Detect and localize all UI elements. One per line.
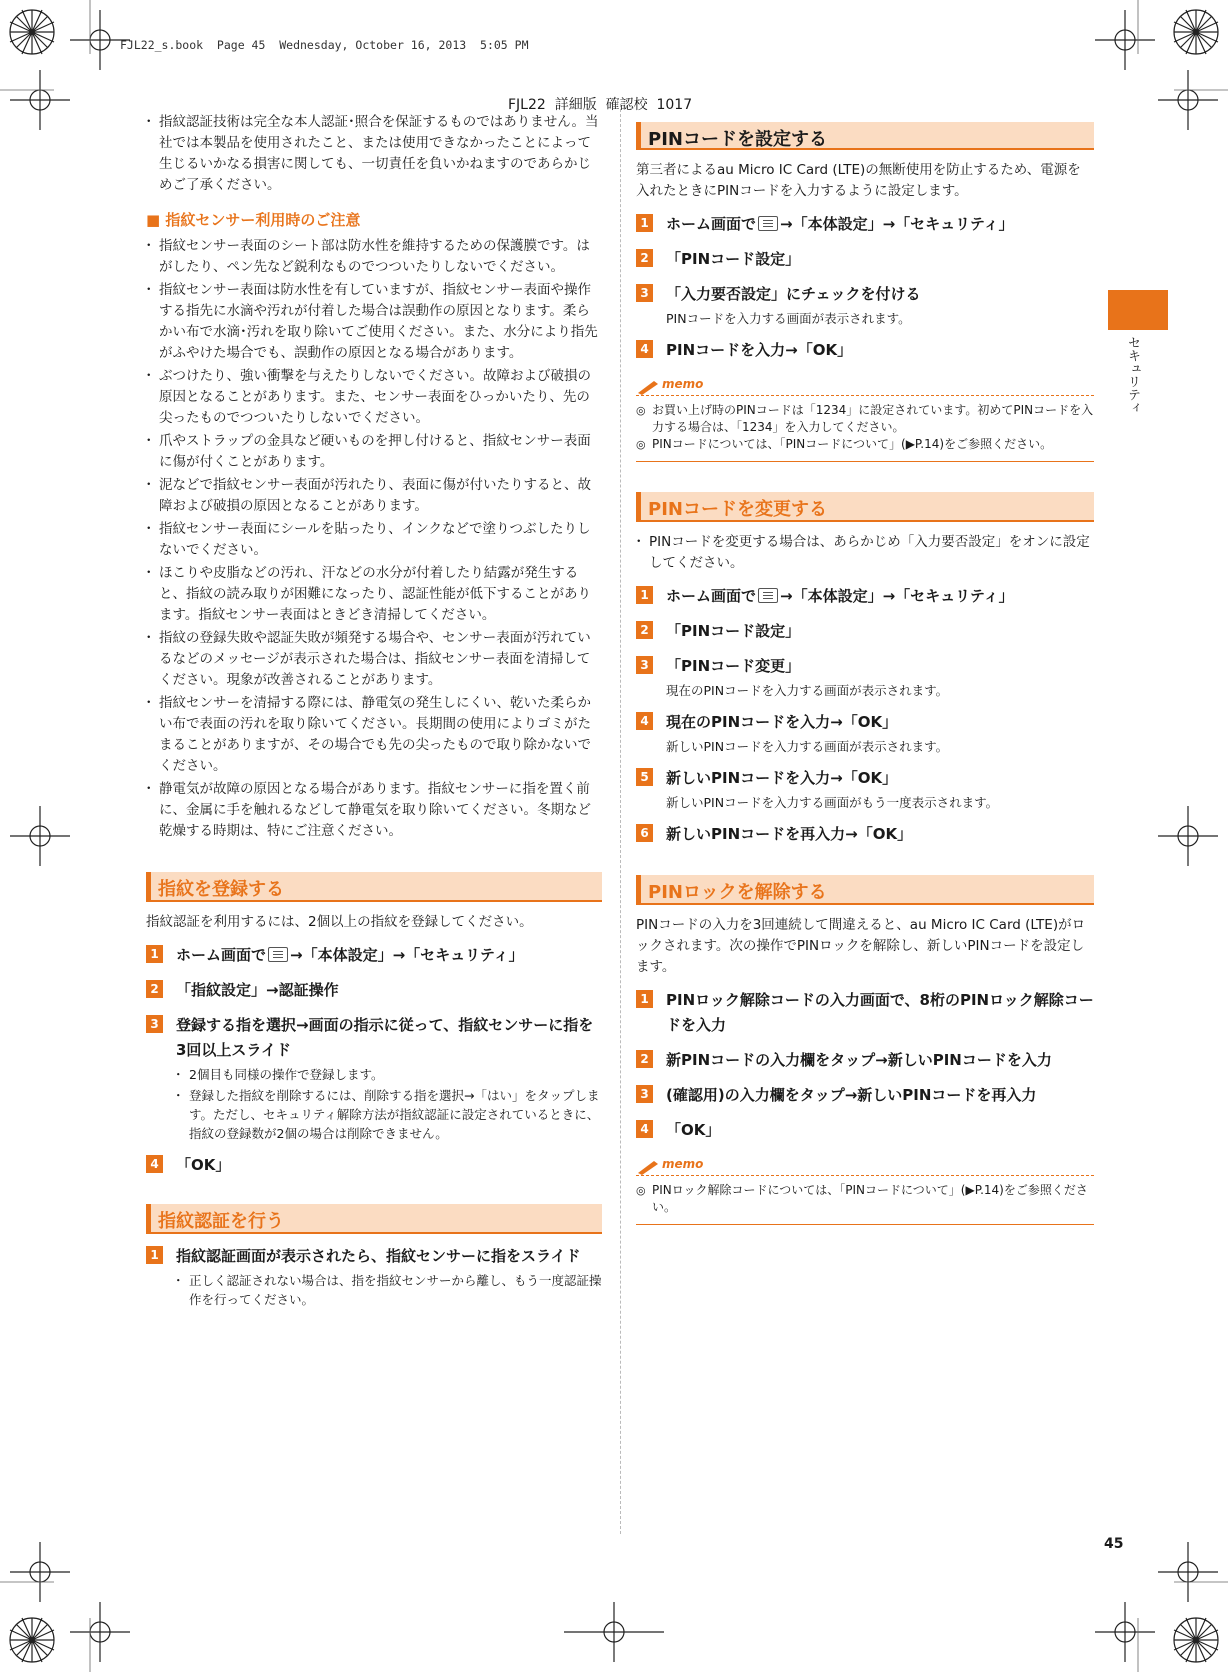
- step-number: 1: [146, 945, 163, 963]
- crosshair-icon: [1158, 70, 1218, 130]
- side-tab-label: セキュリティ: [1125, 336, 1140, 414]
- step-text: ホーム画面で: [666, 215, 757, 233]
- side-tab: [1108, 290, 1168, 330]
- section-title: 指紋認証を行う: [158, 1211, 284, 1232]
- step-number: 1: [146, 1246, 163, 1264]
- step-text: 「PINコード設定」: [666, 250, 801, 268]
- list-item: ◎ PINロック解除コードについては、「PINコードについて」(▶P.14)をご参照ください。: [636, 1182, 1094, 1216]
- menu-key-icon: [758, 216, 778, 231]
- crosshair-icon: [1095, 1602, 1155, 1662]
- step: [146, 943, 602, 968]
- section-heading-set-pin: [636, 122, 1094, 150]
- step: [146, 1153, 602, 1178]
- step: [636, 654, 1094, 700]
- step-note: PINコードを入力する画面が表示されます。: [666, 311, 911, 326]
- list-item: ・ 指紋センサー表面は防水性を有していますが、指紋センサー表面や操作する指先に水滴や汚れが付着した場合は誤動作の原因となります。柔らかい布で水滴･汚れを取り除いてご使用ください。また、水分により指先がふやけた場合でも、誤動作の原因となる場合があります。: [146, 280, 602, 364]
- crosshair-icon: [10, 806, 70, 866]
- print-mark: FJL22_s.book Page 45 Wednesday, October 16, 2013 5:05 PM: [120, 38, 529, 52]
- section-title: PINコードを設定する: [648, 129, 827, 150]
- step: [636, 338, 1094, 363]
- step-number: 1: [636, 586, 653, 604]
- step-text: 現在のPINコードを入力→「OK」: [666, 713, 898, 731]
- step-notes: [176, 1271, 602, 1309]
- header-title: FJL22 詳細版 確認校 1017: [508, 97, 693, 113]
- list-item: ・ 指紋センサー表面のシート部は防水性を維持するための保護膜です。はがしたり、ペン先など鋭利なものでつついたりしないでください。: [146, 236, 602, 278]
- step-number: 4: [146, 1155, 163, 1173]
- list-item: ・ 指紋センサー表面にシールを貼ったり、インクなどで塗りつぶしたりしないでください。: [146, 519, 602, 561]
- list-item: ・ 2個目も同様の操作で登録します。: [176, 1065, 602, 1084]
- step: [636, 212, 1094, 237]
- step-text: 登録する指を選択→画面の指示に従って、指紋センサーに指を3回以上スライド: [176, 1016, 594, 1059]
- memo-box: [636, 379, 1094, 462]
- intro-bullet-list: [146, 112, 602, 196]
- step-number: 4: [636, 340, 653, 358]
- step-number: 4: [636, 712, 653, 730]
- step-text: PINロック解除コードの入力画面で、8桁のPINロック解除コードを入力: [666, 991, 1094, 1034]
- pencil-icon: [636, 379, 660, 395]
- step-note: 新しいPINコードを入力する画面がもう一度表示されます。: [666, 795, 999, 810]
- step: [636, 584, 1094, 609]
- step-note: 新しいPINコードを入力する画面が表示されます。: [666, 739, 949, 754]
- right-column: [636, 122, 1094, 1231]
- crosshair-icon: [10, 1542, 70, 1602]
- memo-label: memo: [662, 377, 704, 391]
- step-text: →「本体設定」→「セキュリティ」: [780, 587, 1014, 605]
- registration-circle-icon: [10, 10, 54, 54]
- step-number: 2: [636, 1050, 653, 1068]
- step: [636, 710, 1094, 756]
- caution-heading: ■ 指紋センサー利用時のご注意: [146, 211, 361, 229]
- step-number: 4: [636, 1120, 653, 1138]
- list-item: ・ ぶつけたり、強い衝撃を与えたりしないでください。故障および破損の原因となることがあります。また、センサー表面をひっかいたり、先の尖ったものでつついたりしないでください。: [146, 366, 602, 429]
- caution-list: [146, 236, 602, 842]
- step-number: 5: [636, 768, 653, 786]
- step-text: 「指紋設定」→認証操作: [176, 981, 339, 999]
- section-heading-unlock-pin: [636, 875, 1094, 905]
- crosshair-icon: [1095, 10, 1155, 70]
- step-text: 「OK」: [666, 1121, 721, 1139]
- change-pin-notes: [636, 532, 1094, 574]
- pencil-icon: [636, 1159, 660, 1175]
- step-text: ホーム画面で: [666, 587, 757, 605]
- step-text: PINコードを入力→「OK」: [666, 341, 853, 359]
- step: [636, 247, 1094, 272]
- column-divider: [620, 104, 621, 1534]
- list-item: ・ 泥などで指紋センサー表面が汚れたり、表面に傷が付いたりすると、故障および破損の原因となることがあります。: [146, 475, 602, 517]
- step-text: →「本体設定」→「セキュリティ」: [780, 215, 1014, 233]
- list-item: ・ 正しく認証されない場合は、指を指紋センサーから離し、もう一度認証操作を行ってください。: [176, 1271, 602, 1309]
- memo-list: [636, 402, 1094, 462]
- memo-label: memo: [662, 1157, 704, 1171]
- left-column: [146, 112, 602, 1315]
- step: [636, 822, 1094, 847]
- step-text: 新しいPINコードを再入力→「OK」: [666, 825, 913, 843]
- register-intro: 指紋認証を利用するには、2個以上の指紋を登録してください。: [146, 914, 533, 930]
- list-item: ◎ お買い上げ時のPINコードは「1234」に設定されています。初めてPINコードを入力する場合は、「1234」を入力してください。: [636, 402, 1094, 436]
- step-number: 6: [636, 824, 653, 842]
- step: [146, 1244, 602, 1309]
- list-item: ・ PINコードを変更する場合は、あらかじめ「入力要否設定」をオンに設定してください。: [636, 532, 1094, 574]
- step: [636, 1118, 1094, 1143]
- step: [636, 766, 1094, 812]
- memo-box: [636, 1159, 1094, 1225]
- list-item: ◎ PINコードについては、「PINコードについて」(▶P.14)をご参照ください。: [636, 436, 1094, 453]
- registration-circle-icon: [10, 1618, 54, 1662]
- step-text: 「PINコード変更」: [666, 657, 801, 675]
- step-text: 「PINコード設定」: [666, 622, 801, 640]
- menu-key-icon: [758, 588, 778, 603]
- crosshair-icon: [10, 70, 70, 130]
- step-text: (確認用)の入力欄をタップ→新しいPINコードを再入力: [666, 1086, 1037, 1104]
- step-number: 3: [636, 656, 653, 674]
- menu-key-icon: [268, 947, 288, 962]
- step: [636, 1048, 1094, 1073]
- step-text: →「本体設定」→「セキュリティ」: [290, 946, 524, 964]
- section-heading-register: [146, 872, 602, 902]
- step: [146, 1013, 602, 1143]
- step-note: 現在のPINコードを入力する画面が表示されます。: [666, 683, 949, 698]
- set-pin-intro: 第三者によるau Micro IC Card (LTE)の無断使用を防止するため、電源を入れたときにPINコードを入力するように設定します。: [636, 162, 1081, 199]
- list-item: ・ 指紋の登録失敗や認証失敗が頻発する場合や、センサー表面が汚れているなどのメッセージが表示された場合は、指紋センサー表面を清掃してください。現象が改善されることがあります。: [146, 628, 602, 691]
- step: [636, 282, 1094, 328]
- step: [146, 978, 602, 1003]
- step-number: 2: [146, 980, 163, 998]
- step-number: 2: [636, 621, 653, 639]
- list-item: ・ 爪やストラップの金具など硬いものを押し付けると、指紋センサー表面に傷が付くことがあります。: [146, 431, 602, 473]
- step-number: 3: [146, 1015, 163, 1033]
- step-text: 「入力要否設定」にチェックを付ける: [666, 285, 921, 303]
- registration-circle-icon: [1174, 10, 1218, 54]
- step-number: 2: [636, 249, 653, 267]
- step-number: 3: [636, 284, 653, 302]
- step-notes: [176, 1065, 602, 1143]
- crosshair-icon: [1158, 806, 1218, 866]
- step-number: 1: [636, 990, 653, 1008]
- step-text: 新PINコードの入力欄をタップ→新しいPINコードを入力: [666, 1051, 1052, 1069]
- step-text: 指紋認証画面が表示されたら、指紋センサーに指をスライド: [176, 1247, 581, 1265]
- list-item: ・ 登録した指紋を削除するには、削除する指を選択→「はい」をタップします。ただし、セキュリティ解除方法が指紋認証に設定されているときに、指紋の登録数が2個の場合は削除できません。: [176, 1086, 602, 1143]
- list-item: ・ ほこりや皮脂などの汚れ、汗などの水分が付着したり結露が発生すると、指紋の読み取りが困難になったり、認証性能が低下することがあります。指紋センサー表面はときどき清掃してください。: [146, 563, 602, 626]
- step-number: 3: [636, 1085, 653, 1103]
- memo-list: [636, 1182, 1094, 1225]
- step-text: ホーム画面で: [176, 946, 267, 964]
- step: [636, 988, 1094, 1038]
- crosshair-icon: [70, 1602, 130, 1662]
- page-number: 45: [1104, 1536, 1124, 1552]
- list-item: ・ 指紋認証技術は完全な本人認証･照合を保証するものではありません。当社では本製品を使用されたこと、または使用できなかったことによって生じるいかなる損害に関しても、一切責任を負いかねますのであらかじめご了承ください。: [146, 112, 602, 196]
- crosshair-icon: [1158, 1542, 1218, 1602]
- section-title: PINロックを解除する: [648, 882, 827, 903]
- section-title: PINコードを変更する: [648, 499, 827, 520]
- unlock-pin-intro: PINコードの入力を3回連続して間違えると、au Micro IC Card (LTE)がロックされます。次の操作でPINロックを解除し、新しいPINコードを設定します。: [636, 917, 1086, 975]
- section-heading-change-pin: [636, 492, 1094, 522]
- step: [636, 619, 1094, 644]
- section-title: 指紋を登録する: [158, 879, 284, 900]
- step-number: 1: [636, 214, 653, 232]
- list-item: ・ 静電気が故障の原因となる場合があります。指紋センサーに指を置く前に、金属に手を触れるなどして静電気を取り除いてください。冬期など乾燥する時期は、特にご注意ください。: [146, 779, 602, 842]
- crosshair-icon: [564, 1602, 664, 1662]
- section-heading-auth: [146, 1204, 602, 1234]
- list-item: ・ 指紋センサーを清掃する際には、静電気の発生しにくい、乾いた柔らかい布で表面の汚れを取り除いてください。長期間の使用によりゴミがたまることがありますが、その場合でも先の尖ったもので取り除かないでください。: [146, 693, 602, 777]
- step: [636, 1083, 1094, 1108]
- step-text: 新しいPINコードを入力→「OK」: [666, 769, 898, 787]
- step-text: 「OK」: [176, 1156, 231, 1174]
- registration-circle-icon: [1174, 1618, 1218, 1662]
